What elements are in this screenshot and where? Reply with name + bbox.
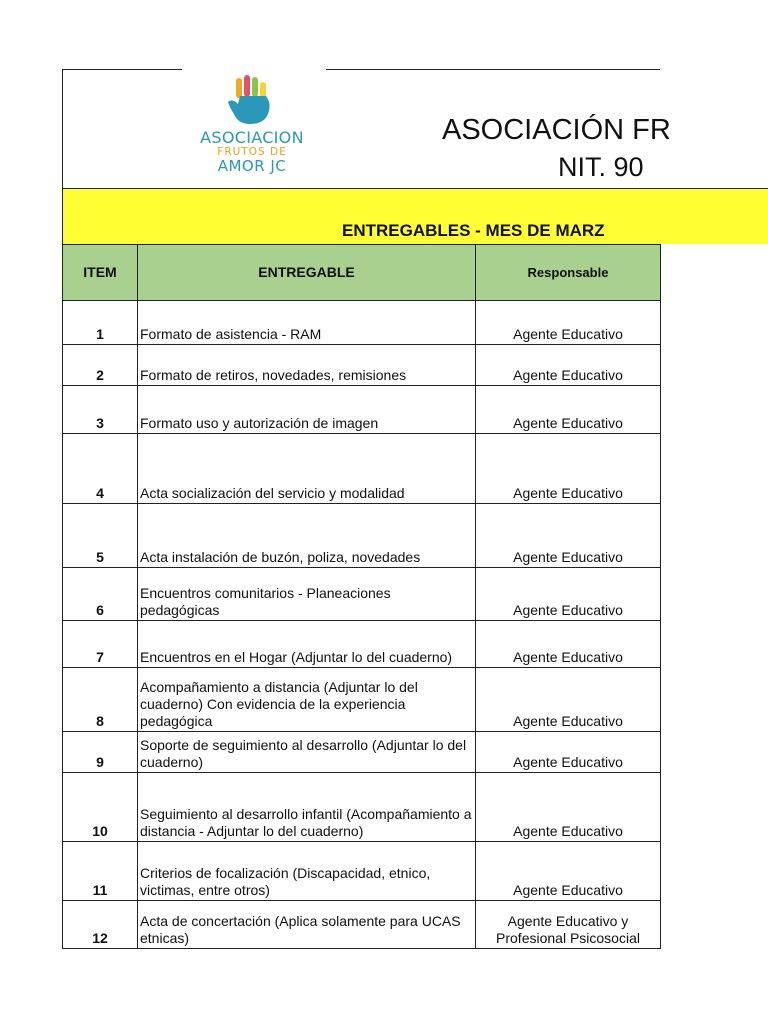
table-row bbox=[63, 504, 661, 568]
cell-responsable: Agente Educativo bbox=[476, 504, 661, 568]
organization-nit: NIT. 90 bbox=[558, 152, 644, 182]
cell-responsable: Agente Educativo bbox=[476, 345, 661, 386]
table-row bbox=[63, 301, 661, 345]
cell-item: 1 bbox=[63, 301, 138, 345]
cell-item: 10 bbox=[63, 773, 138, 842]
table-row bbox=[63, 386, 661, 434]
cell-responsable: Agente Educativo bbox=[476, 621, 661, 668]
header-entregable: ENTREGABLE bbox=[138, 245, 476, 301]
cell-item: 11 bbox=[63, 842, 138, 901]
cell-entregable: Formato de retiros, novedades, remisiones bbox=[138, 345, 476, 386]
logo-line3: AMOR JC bbox=[217, 156, 287, 175]
spreadsheet bbox=[62, 68, 768, 952]
cell-item: 7 bbox=[63, 621, 138, 668]
cell-responsable: Agente Educativo bbox=[476, 301, 661, 345]
logo bbox=[192, 74, 312, 186]
title-band-clip bbox=[62, 188, 660, 244]
table-row bbox=[63, 621, 661, 668]
cell-responsable: Agente Educativo bbox=[476, 386, 661, 434]
deliverables-table bbox=[62, 244, 661, 949]
cell-entregable: Soporte de seguimiento al desarrollo (Adjuntar lo del cuaderno) bbox=[138, 732, 476, 773]
cell-entregable: Criterios de focalización (Discapacidad, etnico, victimas, entre otros) bbox=[138, 842, 476, 901]
cell-responsable: Agente Educativo bbox=[476, 773, 661, 842]
table-row bbox=[63, 668, 661, 732]
hand-logo-icon bbox=[220, 74, 284, 130]
cell-entregable: Seguimiento al desarrollo infantil (Acompañamiento a distancia - Adjuntar lo del cuaderno) bbox=[138, 773, 476, 842]
cell-entregable: Acompañamiento a distancia (Adjuntar lo del cuaderno) Con evidencia de la experiencia pedagógica bbox=[138, 668, 476, 732]
logo-line1: ASOCIACION bbox=[200, 128, 304, 147]
header-responsable: Responsable bbox=[476, 245, 661, 301]
cell-entregable: Encuentros en el Hogar (Adjuntar lo del cuaderno) bbox=[138, 621, 476, 668]
cell-item: 2 bbox=[63, 345, 138, 386]
table-row bbox=[63, 568, 661, 621]
cell-item: 5 bbox=[63, 504, 138, 568]
cell-entregable: Acta instalación de buzón, poliza, novedades bbox=[138, 504, 476, 568]
cell-item: 6 bbox=[63, 568, 138, 621]
organization-title: ASOCIACIÓN FR bbox=[442, 114, 671, 146]
table-header-row bbox=[63, 245, 661, 301]
header-item: ITEM bbox=[63, 245, 138, 301]
table-row bbox=[63, 345, 661, 386]
top-border-right bbox=[326, 69, 660, 70]
cell-responsable: Agente Educativo bbox=[476, 434, 661, 504]
logo-line2: FRUTOS DE bbox=[217, 146, 287, 158]
table-row bbox=[63, 434, 661, 504]
cell-item: 3 bbox=[63, 386, 138, 434]
cell-responsable: Agente Educativo bbox=[476, 568, 661, 621]
cell-entregable: Formato de asistencia - RAM bbox=[138, 301, 476, 345]
cell-entregable: Acta socialización del servicio y modalidad bbox=[138, 434, 476, 504]
cell-responsable: Agente Educativo y Profesional Psicosocial bbox=[476, 901, 661, 949]
cell-item: 9 bbox=[63, 732, 138, 773]
table-row bbox=[63, 773, 661, 842]
logo-text bbox=[192, 130, 312, 174]
cell-item: 8 bbox=[63, 668, 138, 732]
cell-responsable: Agente Educativo bbox=[476, 668, 661, 732]
cell-entregable: Acta de concertación (Aplica solamente para UCAS etnicas) bbox=[138, 901, 476, 949]
cell-item: 12 bbox=[63, 901, 138, 949]
cell-entregable: Encuentros comunitarios - Planeaciones pedagógicas bbox=[138, 568, 476, 621]
cell-item: 4 bbox=[63, 434, 138, 504]
table-row bbox=[63, 732, 661, 773]
top-border-left bbox=[62, 69, 182, 70]
cell-entregable: Formato uso y autorización de imagen bbox=[138, 386, 476, 434]
table-row bbox=[63, 842, 661, 901]
cell-responsable: Agente Educativo bbox=[476, 732, 661, 773]
table-row bbox=[63, 901, 661, 949]
cell-responsable: Agente Educativo bbox=[476, 842, 661, 901]
deliverables-title: ENTREGABLES - MES DE MARZ bbox=[342, 221, 605, 240]
